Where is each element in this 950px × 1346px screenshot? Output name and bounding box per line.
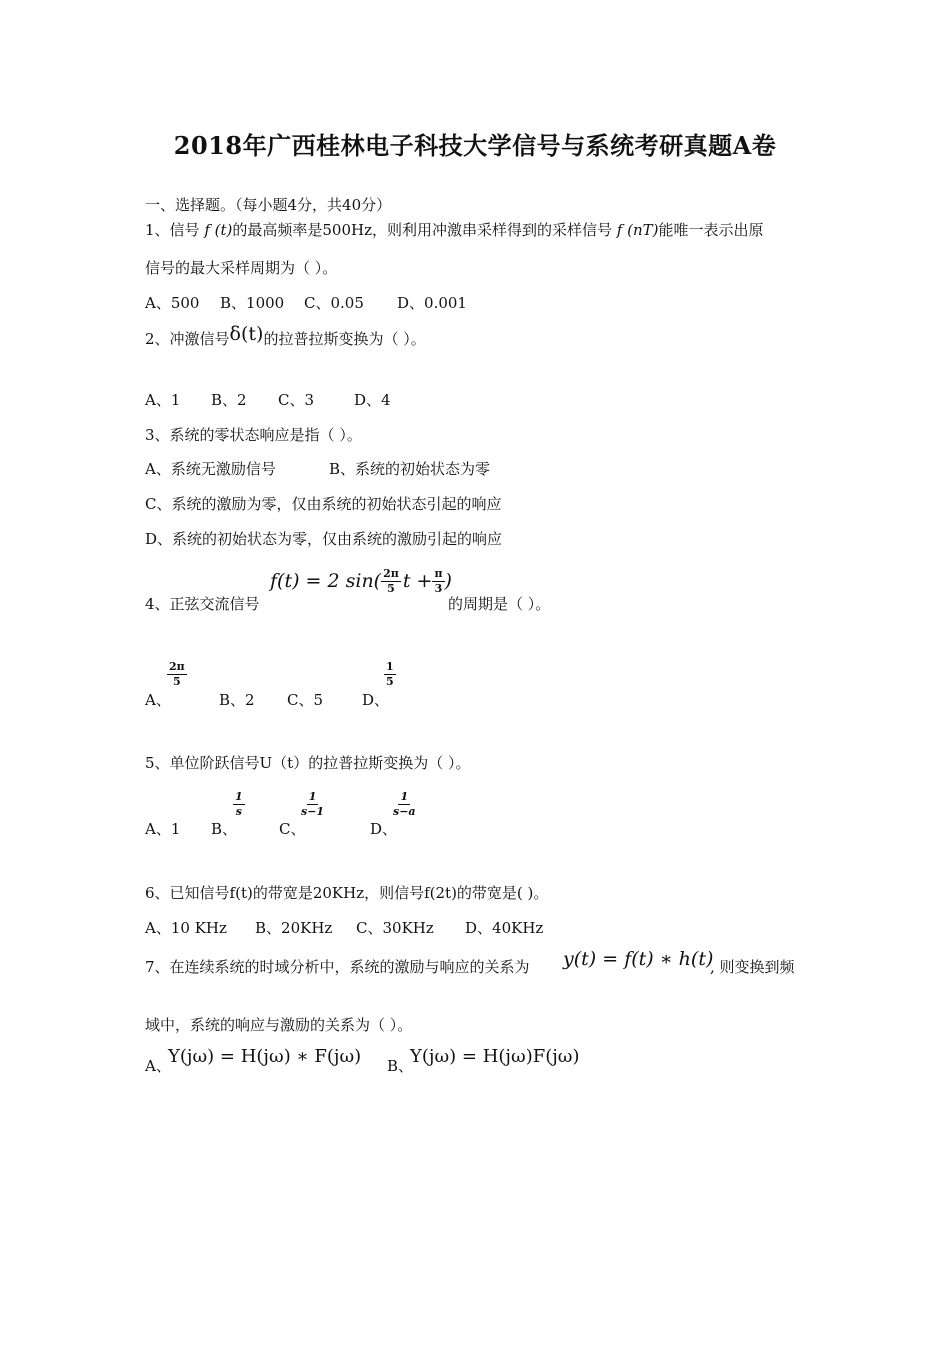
q2-suffix: 的拉普拉斯变换为（ ）。 — [263, 330, 426, 348]
q5-option-b-label: B、 — [211, 820, 238, 838]
q2-option-c: C、3 — [278, 391, 315, 409]
q5-option-d-frac: $\frac{1}{s-a}$ — [393, 790, 416, 818]
q1-prefix: 1、信号 — [145, 221, 205, 239]
q6-option-d: D、40KHz — [465, 919, 544, 937]
q2-option-a: A、1 — [145, 391, 181, 409]
q1-mid: 的最高频率是500Hz，则利用冲激串采样得到的采样信号 — [232, 221, 617, 239]
question-1 — [145, 219, 763, 240]
question-2 — [145, 323, 426, 349]
q1-option-d: D、0.001 — [397, 294, 467, 312]
q5-option-d-label: D、 — [370, 820, 398, 838]
q4-frac-2pi-5: $\frac{2\pi}{5}$ — [383, 567, 399, 595]
q1-option-c: C、0.05 — [304, 294, 364, 312]
q4-option-c: C、5 — [287, 691, 324, 709]
q4-frac-pi-3: $\frac{\pi}{3}$ — [434, 567, 443, 595]
q7-option-a-formula: Y(jω) = H(jω) ∗ F(jω) — [168, 1046, 362, 1067]
q1-ft: f (t) — [204, 221, 233, 239]
q2-delta-symbol: δ(t) — [229, 323, 264, 345]
q4-formula — [270, 568, 452, 594]
q5-option-c-frac: $\frac{1}{s-1}$ — [301, 790, 325, 818]
q1-option-b: B、1000 — [220, 294, 285, 312]
q2-option-d: D、4 — [354, 391, 391, 409]
q6-option-b: B、20KHz — [255, 919, 333, 937]
q6-option-a: A、10 KHz — [145, 919, 227, 937]
question-3: 3、系统的零状态响应是指（ ）。 — [145, 426, 362, 444]
q4-formula-lhs: f(t) = 2 sin( — [270, 570, 382, 593]
q4-option-d-frac: $\frac{1}{5}$ — [386, 660, 394, 688]
q4-formula-rhs: ) — [444, 570, 452, 593]
question-2-options — [145, 389, 391, 410]
q7-option-b-formula: Y(jω) = H(jω)F(jω) — [410, 1046, 580, 1067]
q5-option-a: A、1 — [145, 820, 181, 838]
q7-suffix: , 则变换到频 — [710, 958, 795, 976]
q3-option-d: D、系统的初始状态为零，仅由系统的激励引起的响应 — [145, 530, 503, 548]
section-heading: 一、选择题。（每小题4分，共40分） — [145, 196, 392, 214]
q4-option-b: B、2 — [219, 691, 255, 709]
q1-suffix: 能唯一表示出原 — [658, 221, 764, 239]
q2-prefix: 2、冲激信号 — [145, 330, 230, 348]
q4-suffix: 的周期是（ ）。 — [448, 595, 551, 613]
question-6: 6、已知信号f(t)的带宽是20KHz，则信号f(2t)的带宽是( )。 — [145, 884, 549, 902]
q7-formula: y(t) = f(t) ∗ h(t) — [563, 948, 714, 970]
q1-fnt: f (nT) — [616, 221, 659, 239]
q7-option-a-label: A、 — [145, 1057, 171, 1075]
q3-option-a: A、系统无激励信号 — [145, 460, 276, 478]
q3-option-b: B、系统的初始状态为零 — [329, 460, 491, 478]
question-3-options-ab — [145, 458, 490, 479]
question-1-line2: 信号的最大采样周期为（ ）。 — [145, 259, 338, 277]
q5-option-c-label: C、 — [279, 820, 306, 838]
page-title: 2018年广西桂林电子科技大学信号与系统考研真题A卷 — [173, 131, 777, 160]
question-7-line2: 域中，系统的响应与激励的关系为（ ）。 — [145, 1016, 413, 1034]
q4-option-a-label: A、 — [145, 691, 171, 709]
q4-option-d-label: D、 — [362, 691, 390, 709]
q4-formula-mid: t + — [402, 570, 433, 593]
q4-option-a-frac: $\frac{2\pi}{5}$ — [169, 660, 185, 688]
question-6-options — [145, 917, 543, 938]
q6-option-c: C、30KHz — [356, 919, 434, 937]
question-4-prefix: 4、正弦交流信号 — [145, 595, 260, 613]
question-5: 5、单位阶跃信号U（t）的拉普拉斯变换为（ ）。 — [145, 754, 471, 772]
q5-option-b-frac: $\frac{1}{s}$ — [235, 790, 243, 818]
question-1-options — [145, 292, 467, 313]
q7-option-b-label: B、 — [387, 1057, 414, 1075]
q1-option-a: A、500 — [145, 294, 200, 312]
q2-option-b: B、2 — [211, 391, 247, 409]
question-7-prefix: 7、在连续系统的时域分析中，系统的激励与响应的关系为 — [145, 958, 530, 976]
q3-option-c: C、系统的激励为零，仅由系统的初始状态引起的响应 — [145, 495, 502, 513]
